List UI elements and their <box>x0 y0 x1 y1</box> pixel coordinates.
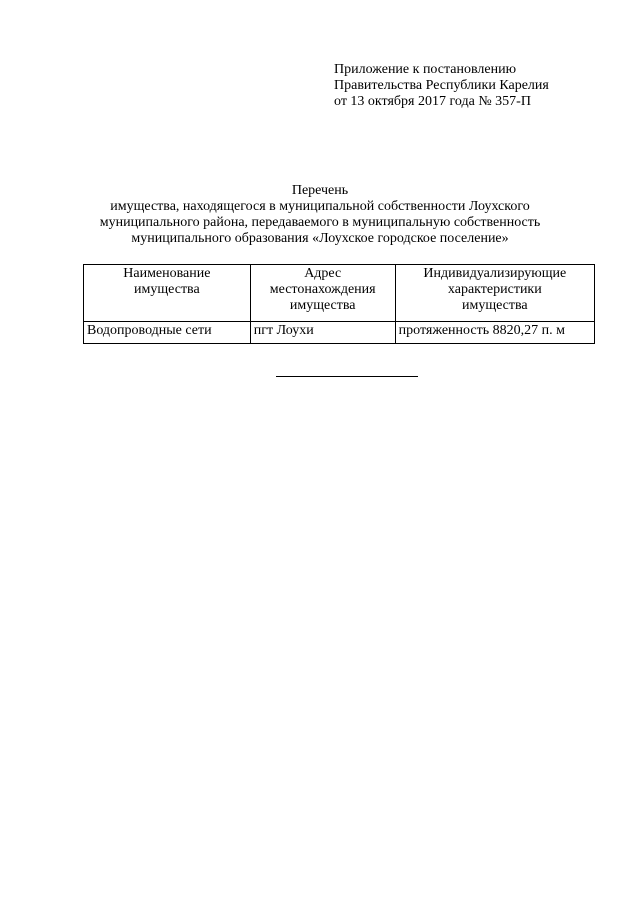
header-cell-address <box>250 265 395 322</box>
header-cell-name <box>84 265 251 322</box>
header-text: местонахождения <box>269 282 376 297</box>
header-text: характеристики <box>447 282 542 297</box>
title-line-3: муниципального образования «Лоухское городское поселение» <box>131 231 509 246</box>
property-table <box>83 264 595 344</box>
header-text: Наименование <box>123 266 211 281</box>
appendix-header <box>334 62 549 110</box>
appendix-line-1: Приложение к постановлению <box>334 62 517 77</box>
cell-property-name: Водопроводные сети <box>84 322 251 344</box>
header-text: Индивидуализирующие <box>423 266 567 281</box>
title-heading: Перечень <box>291 183 349 198</box>
cell-property-characteristics: протяженность 8820,27 п. м <box>395 322 594 344</box>
header-text: имущества <box>461 298 528 313</box>
header-text: имущества <box>289 298 356 313</box>
header-text: имущества <box>134 282 200 297</box>
header-text: Адрес <box>304 266 342 281</box>
table-row <box>84 322 595 344</box>
cell-property-address: пгт Лоухи <box>250 322 395 344</box>
table-header-row <box>84 265 595 322</box>
title-line-1: имущества, находящегося в муниципальной собственности Лоухского <box>110 199 530 214</box>
title-line-2: муниципального района, передаваемого в муниципальную собственность <box>99 215 541 230</box>
appendix-line-2: Правительства Республики Карелия <box>334 78 549 93</box>
document-title <box>60 183 580 247</box>
closing-divider-line <box>276 376 418 377</box>
appendix-line-3: от 13 октября 2017 года № 357-П <box>334 94 531 109</box>
header-cell-characteristics <box>395 265 594 322</box>
